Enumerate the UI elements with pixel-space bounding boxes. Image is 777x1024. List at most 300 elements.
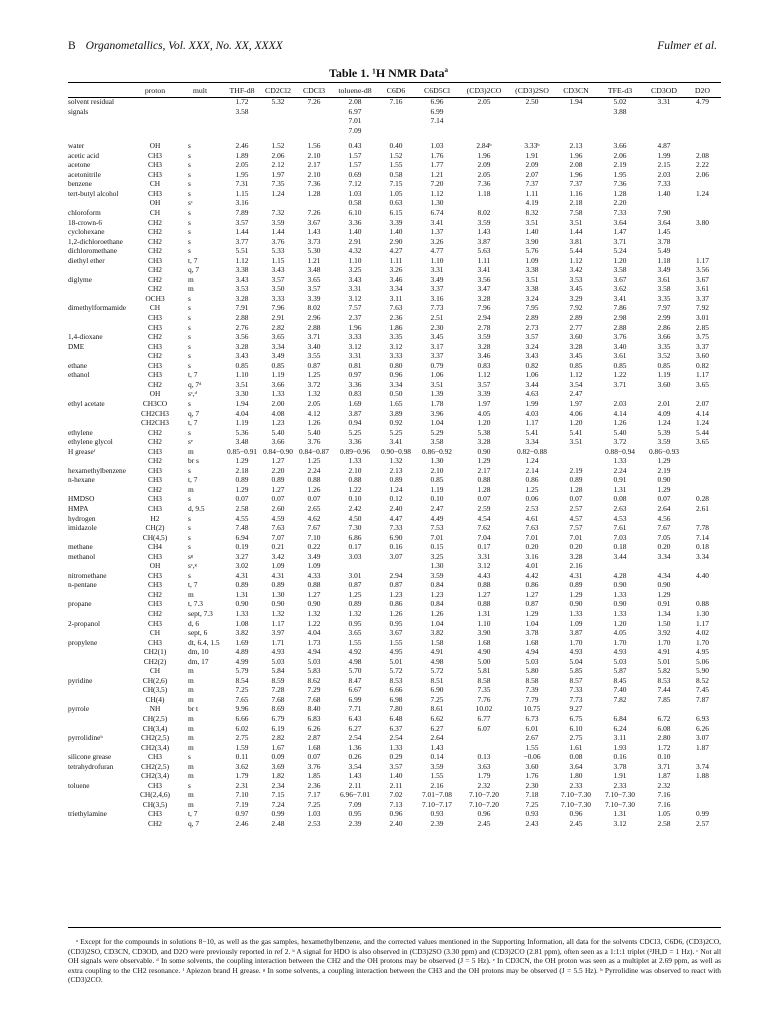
shift-value: 7.76	[477, 694, 491, 704]
shift-value: 4.31	[271, 570, 285, 580]
shift-value: 4.03	[525, 408, 539, 418]
multiplicity-cell: s	[188, 523, 191, 533]
shift-value: 0.10	[430, 494, 444, 504]
shift-value: 4.12	[307, 408, 321, 418]
proton-cell: CH3	[148, 255, 162, 265]
shift-value: 4.54	[477, 513, 491, 523]
shift-value: 4.33	[307, 570, 321, 580]
table-row	[68, 256, 721, 266]
shift-value	[684, 752, 721, 762]
shift-value	[684, 246, 721, 256]
shift-value	[684, 227, 721, 237]
shift-value: 0.40	[389, 141, 403, 151]
shift-value: 0.07	[307, 494, 321, 504]
shift-value: 3.60	[525, 761, 539, 771]
bottom-rule	[68, 927, 721, 928]
nmr-data-table	[68, 84, 721, 829]
shift-value: 3.51	[525, 217, 539, 227]
shift-value: 3.56	[235, 332, 249, 342]
shift-value: 1.37	[430, 227, 444, 237]
compound-name	[68, 126, 134, 136]
proton-cell: CH3	[148, 188, 162, 198]
column-header: THF-d8	[229, 85, 255, 95]
shift-value: 7.15	[389, 179, 403, 189]
shift-value: 2.05	[235, 160, 249, 170]
shift-value: 3.65	[696, 379, 709, 389]
shift-value: 1.33	[613, 589, 627, 599]
shift-value: 3.34	[657, 551, 671, 561]
column-header: C6D6	[386, 85, 406, 95]
shift-value: 0.21	[271, 542, 285, 552]
shift-value: 2.10	[307, 169, 321, 179]
shift-value	[296, 107, 332, 117]
shift-value	[332, 561, 378, 571]
shift-value: 6.98	[389, 694, 403, 704]
shift-value: 2.89	[525, 313, 539, 323]
shift-value: 3.28	[569, 551, 583, 561]
table-row	[68, 107, 721, 117]
shift-value: 1.19	[430, 484, 444, 494]
shift-value: 2.30	[525, 780, 539, 790]
shift-value: 0.87	[348, 580, 362, 590]
shift-value: 1.55	[430, 771, 444, 781]
shift-value: 3.76	[307, 761, 321, 771]
shift-value: 2.78	[477, 322, 491, 332]
shift-value: 1.28	[307, 188, 321, 198]
proton-cell: CH3	[148, 570, 162, 580]
table-row	[68, 141, 721, 151]
table-row	[68, 475, 721, 485]
shift-value: 1.57	[348, 150, 362, 160]
shift-value: 2.59	[477, 503, 491, 513]
shift-value: 2.00	[271, 398, 285, 408]
shift-value: 1.04	[525, 618, 539, 628]
shift-value: 3.65	[271, 332, 285, 342]
shift-value: 1.24	[271, 188, 285, 198]
shift-value: 3.24	[525, 293, 539, 303]
shift-value: 1.25	[525, 484, 539, 494]
shift-value: 3.66	[657, 332, 671, 342]
proton-cell: CH4	[148, 542, 162, 552]
shift-value: 0.43	[348, 141, 362, 151]
shift-value: 3.87	[348, 408, 362, 418]
proton-cell: H2	[150, 513, 160, 523]
shift-value: 9.96	[235, 704, 249, 714]
shift-value: 0.06	[525, 494, 539, 504]
compound-name	[68, 666, 134, 676]
shift-value: 7.30	[348, 523, 362, 533]
compound-name: hydrogen	[68, 513, 96, 523]
shift-value: 2.42	[348, 503, 362, 513]
shift-value: 0.90	[271, 599, 285, 609]
table-row	[68, 370, 721, 380]
proton-cell: OCH3	[145, 293, 165, 303]
shift-value: 3.62	[235, 761, 249, 771]
shift-value: 1.27	[307, 589, 321, 599]
shift-value: 1.30	[271, 589, 285, 599]
compound-name: n-pentane	[68, 580, 97, 590]
shift-value: 7.29	[307, 685, 321, 695]
table-row	[68, 116, 721, 126]
shift-value: 4.27	[389, 246, 403, 256]
shift-value: 1.40	[525, 227, 539, 237]
shift-value: 2.58	[657, 819, 671, 829]
shift-value: 6.19	[271, 723, 285, 733]
table-row	[68, 685, 721, 695]
shift-value: 1.15	[235, 188, 249, 198]
shift-value: 7.10−7.17	[421, 799, 453, 809]
shift-value: 3.65	[696, 437, 709, 447]
shift-value: 7.90	[657, 208, 671, 218]
proton-cell: CH	[149, 179, 161, 189]
shift-value: 1.19	[271, 370, 285, 380]
table-row	[68, 208, 721, 218]
table-row	[68, 724, 721, 734]
multiplicity-cell: q, 7	[188, 265, 200, 275]
shift-value: 6.83	[307, 714, 321, 723]
table-body	[68, 97, 721, 829]
shift-value: 7.36	[307, 179, 321, 189]
shift-value: 0.85	[657, 360, 671, 370]
shift-value: 3.51	[569, 217, 583, 227]
shift-value: 2.67	[525, 733, 539, 743]
shift-value: 0.58	[389, 169, 403, 179]
table-row	[68, 437, 721, 447]
table-row	[68, 609, 721, 619]
shift-value: 5.40	[613, 427, 627, 437]
shift-value: 1.61	[569, 742, 583, 752]
shift-value: 3.28	[477, 437, 491, 447]
shift-value: 3.36	[348, 217, 362, 227]
table-row	[68, 342, 721, 352]
shift-value: 5.82	[657, 666, 671, 676]
shift-value: 3.12	[613, 819, 627, 829]
shift-value: 2.90	[389, 236, 403, 246]
shift-value: 10.75	[523, 704, 541, 714]
shift-value: 6.77	[477, 714, 491, 723]
proton-cell: CH3	[148, 160, 162, 170]
shift-value: 3.41	[389, 437, 403, 447]
compound-name: H greaseᶠ	[68, 446, 96, 456]
shift-value: 2.36	[307, 780, 321, 790]
shift-value: 3.58	[657, 284, 671, 294]
compound-name	[68, 724, 134, 734]
shift-value: 4.28	[613, 570, 627, 580]
shift-value: 1.91	[613, 771, 627, 781]
column-header: CD3CN	[563, 85, 589, 95]
shift-value: 3.59	[477, 332, 491, 342]
shift-value: 2.88	[235, 313, 249, 323]
multiplicity-cell: s	[188, 341, 191, 351]
shift-value: 4.92	[348, 647, 362, 657]
compound-name	[68, 284, 134, 294]
shift-value: 0.90−0.98	[380, 446, 412, 456]
shift-value: 2.82	[271, 733, 285, 743]
shift-value: 7.91	[235, 303, 249, 313]
shift-value: 7.82	[613, 694, 627, 704]
shift-value: 3.33	[348, 332, 362, 342]
shift-value: 3.51	[525, 274, 539, 284]
shift-value	[378, 126, 414, 136]
shift-value: 7.92	[569, 303, 583, 313]
shift-value: 7.12	[348, 179, 362, 189]
shift-value: 7.17	[307, 790, 321, 800]
shift-value: 3.53	[569, 274, 583, 284]
shift-value	[596, 561, 644, 571]
table-row	[68, 743, 721, 753]
shift-value: 9.27	[569, 704, 583, 714]
multiplicity-cell: s	[188, 169, 191, 179]
shift-value: 3.43	[525, 351, 539, 361]
table-row	[68, 303, 721, 313]
shift-value: 0.08	[569, 752, 583, 762]
shift-value: 6.43	[348, 714, 362, 723]
shift-value: 0.90	[569, 599, 583, 609]
proton-cell: CH2CH3	[141, 418, 169, 428]
shift-value: 4.34	[657, 570, 671, 580]
multiplicity-cell: s	[188, 188, 191, 198]
shift-value: 4.95	[696, 647, 709, 657]
proton-cell: CH3	[148, 465, 162, 475]
shift-value: 1.33	[613, 456, 627, 466]
shift-value: 1.06	[430, 370, 444, 380]
shift-value	[460, 126, 508, 136]
shift-value: 1.33	[613, 608, 627, 618]
table-row	[68, 676, 721, 686]
shift-value: 6.01	[525, 723, 539, 733]
table-row	[68, 657, 721, 667]
shift-value: 8.32	[525, 208, 539, 218]
shift-value: 7.37	[525, 179, 539, 189]
shift-value: 7.63	[271, 523, 285, 533]
shift-value: 6.79	[271, 714, 285, 723]
proton-cell: CH3	[148, 599, 162, 609]
shift-value: 1.70	[657, 637, 671, 647]
shift-value: 1.24	[657, 418, 671, 428]
shift-value: 1.29	[477, 456, 491, 466]
shift-value: 6.90	[430, 685, 444, 695]
shift-value	[684, 456, 721, 466]
shift-value: 2.14	[525, 465, 539, 475]
shift-value: 0.90	[613, 580, 627, 590]
shift-value	[224, 116, 260, 126]
shift-value: 8.51	[430, 675, 444, 685]
multiplicity-cell: m	[188, 761, 194, 771]
shift-value	[508, 116, 556, 126]
proton-cell: CH3	[148, 150, 162, 160]
shift-value: 1.29	[235, 484, 249, 494]
proton-cell: CH2	[148, 456, 162, 466]
shift-value: 0.88	[307, 475, 321, 485]
shift-value: 4.19	[525, 198, 539, 208]
shift-value: 1.44	[235, 227, 249, 237]
shift-value: 1.44	[271, 227, 285, 237]
multiplicity-cell: m	[188, 446, 194, 456]
shift-value	[684, 590, 721, 600]
table-row	[68, 514, 721, 524]
proton-cell: CH(3,5)	[142, 799, 168, 809]
shift-value: 0.10	[657, 752, 671, 762]
shift-value: 5.85	[569, 666, 583, 676]
shift-value: 0.89−0.96	[339, 446, 371, 456]
shift-value: 3.17	[430, 341, 444, 351]
shift-value: 2.53	[307, 819, 321, 829]
compound-name	[68, 790, 134, 800]
shift-value: 2.16	[569, 561, 583, 571]
shift-value: 6.73	[525, 714, 539, 723]
shift-value	[684, 389, 721, 399]
shift-value: 7.35	[271, 179, 285, 189]
table-row	[68, 198, 721, 208]
multiplicity-cell	[176, 107, 224, 117]
table-row	[68, 762, 721, 772]
shift-value: 5.87	[613, 666, 627, 676]
shift-value: 2.06	[613, 150, 627, 160]
shift-value	[378, 561, 414, 571]
shift-value: 3.28	[477, 341, 491, 351]
shift-value: 3.43	[235, 351, 249, 361]
shift-value	[684, 561, 721, 571]
shift-value: 3.59	[430, 570, 444, 580]
shift-value: 5.36	[235, 427, 249, 437]
multiplicity-cell: sᶜ,ᵍ	[188, 561, 197, 571]
shift-value: 4.08	[271, 408, 285, 418]
proton-cell: CH2	[148, 589, 162, 599]
shift-value: 3.61	[696, 284, 709, 294]
shift-value: 1.03	[307, 809, 321, 819]
shift-value: 5.63	[477, 246, 491, 256]
shift-value: 0.90	[235, 599, 249, 609]
table-row	[68, 97, 721, 107]
multiplicity-cell: m	[188, 714, 194, 723]
shift-value: 3.01	[348, 570, 362, 580]
shift-value: 8.40	[307, 704, 321, 714]
compound-name	[68, 685, 134, 695]
shift-value: 1.43	[348, 771, 362, 781]
shift-value: 0.88	[307, 580, 321, 590]
shift-value: 7.63	[389, 303, 403, 313]
shift-value: 2.19	[569, 465, 583, 475]
shift-value	[684, 475, 721, 485]
shift-value: 3.64	[613, 217, 627, 227]
shift-value	[644, 116, 684, 126]
shift-value: 4.91	[657, 647, 671, 657]
shift-value	[684, 237, 721, 247]
shift-value	[260, 107, 296, 117]
shift-value: 0.96	[389, 809, 403, 819]
shift-value: 7.33	[389, 523, 403, 533]
shift-value: 1.68	[477, 637, 491, 647]
shift-value: 0.89	[235, 580, 249, 590]
shift-value: 5.40	[307, 427, 321, 437]
shift-value: 1.72	[235, 97, 249, 106]
multiplicity-cell: t, 7	[188, 809, 198, 819]
shift-value: 2.24	[613, 465, 627, 475]
shift-value: 5.41	[525, 427, 539, 437]
proton-cell	[134, 116, 176, 126]
compound-name: solvent residual	[68, 97, 115, 106]
table-row	[68, 628, 721, 638]
shift-value: 3.11	[389, 293, 403, 303]
shift-value: 4.04	[235, 408, 249, 418]
table-row	[68, 399, 721, 409]
multiplicity-cell: m	[188, 790, 194, 800]
shift-value: 3.37	[430, 284, 444, 294]
shift-value: 2.39	[430, 819, 444, 829]
shift-value: 3.57	[477, 379, 491, 389]
shift-value: 0.82	[525, 360, 539, 370]
shift-value: 1.52	[271, 141, 285, 151]
shift-value: 1.26	[613, 418, 627, 428]
table-row	[68, 380, 721, 390]
table-row	[68, 494, 721, 504]
multiplicity-cell: s	[188, 513, 191, 523]
shift-value: 2.61	[696, 503, 709, 513]
multiplicity-cell	[176, 97, 224, 107]
table-row	[68, 418, 721, 428]
shift-value: 1.30	[430, 456, 444, 466]
compound-name	[68, 609, 134, 619]
shift-value: 0.97	[235, 809, 249, 819]
shift-value: 1.34	[657, 608, 671, 618]
shift-value: 1.36	[348, 742, 362, 752]
shift-value: 0.86	[525, 580, 539, 590]
compound-name: 1,2-dichloroethane	[68, 236, 123, 246]
shift-value: 3.43	[235, 274, 249, 284]
shift-value: 3.74	[696, 761, 709, 771]
shift-value: 3.49	[307, 551, 321, 561]
shift-value: 3.78	[657, 236, 671, 246]
shift-value: 7.73	[569, 694, 583, 704]
compound-name: tert-butyl alcohol	[68, 188, 119, 198]
shift-value: 3.58	[430, 437, 444, 447]
multiplicity-cell: s	[188, 752, 191, 762]
shift-value: 2.12	[271, 160, 285, 170]
shift-value: 0.84−0.90	[262, 446, 294, 456]
shift-value: 2.08	[348, 97, 362, 106]
shift-value: 3.02	[235, 561, 249, 571]
shift-value: 7.95	[525, 303, 539, 313]
shift-value: 3.28	[235, 293, 249, 303]
proton-cell: CH2(3,4)	[140, 771, 170, 781]
multiplicity-cell: s	[188, 398, 191, 408]
shift-value: 1.11	[477, 255, 491, 265]
table-footnotes	[68, 937, 721, 985]
shift-value: 1.55	[389, 160, 403, 170]
shift-value: 3.36	[348, 379, 362, 389]
shift-value: 0.88	[696, 599, 709, 609]
shift-value: 5.44	[696, 427, 709, 437]
shift-value: 6.75	[569, 714, 583, 723]
shift-value: 3.35	[657, 293, 671, 303]
proton-cell: CH3	[148, 551, 162, 561]
shift-value: 2.76	[235, 322, 249, 332]
shift-value: 2.20	[613, 198, 627, 208]
shift-value: 7.36	[613, 179, 627, 189]
multiplicity-cell: sept, 6	[188, 628, 208, 638]
shift-value: 1.12	[477, 370, 491, 380]
shift-value: 7.63	[525, 523, 539, 533]
table-row	[68, 619, 721, 629]
shift-value: 3.60	[696, 351, 709, 361]
multiplicity-cell: s	[188, 179, 191, 189]
shift-value: 6.97	[348, 106, 362, 116]
shift-value: 0.17	[477, 542, 491, 552]
shift-value: 4.06	[569, 408, 583, 418]
table-title: Table 1. ¹H NMR Data$^a$	[329, 66, 448, 80]
shift-value: 2.10	[307, 150, 321, 160]
table-row	[68, 790, 721, 800]
